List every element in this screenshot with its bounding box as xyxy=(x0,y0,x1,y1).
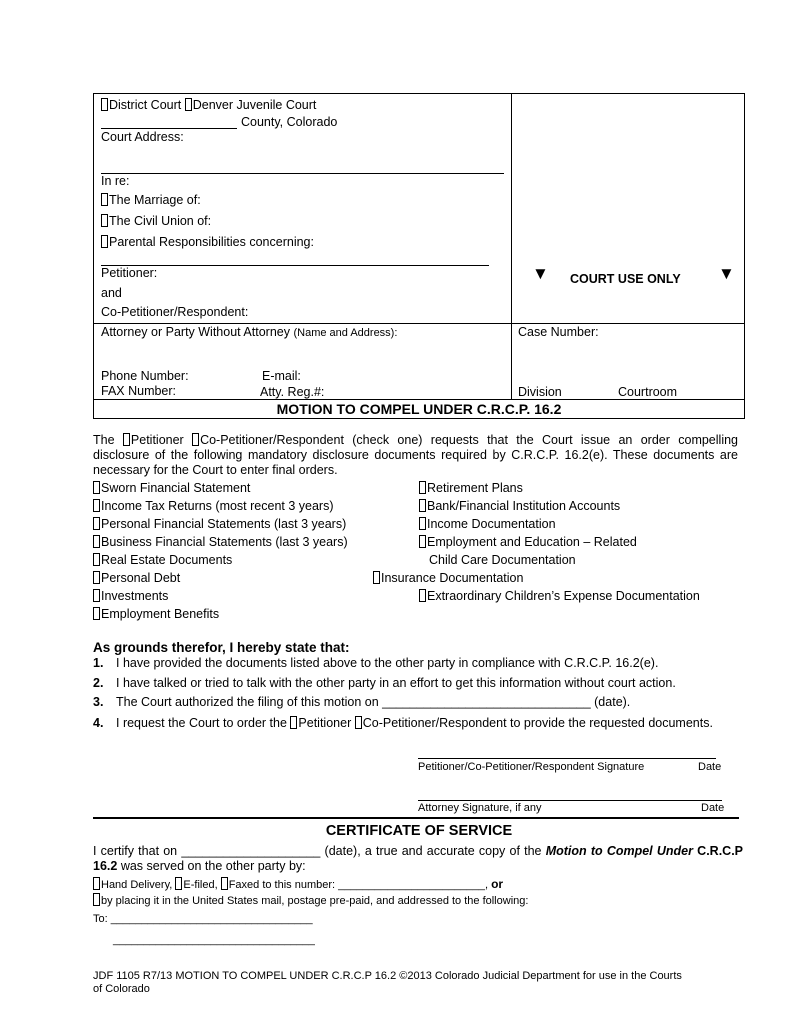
employment-benefits-label: Employment Benefits xyxy=(101,607,220,621)
faxed-label: Faxed to this number: ________________________, xyxy=(228,879,489,891)
doc-real-estate xyxy=(93,553,232,567)
courtroom-label: Courtroom xyxy=(618,385,678,399)
grounds-text: I have talked or tried to talk with the other party in an effort to get this information without court action. xyxy=(116,676,676,690)
date-label: Date xyxy=(698,761,722,773)
attorney-signature-label: Attorney Signature, if any xyxy=(418,802,542,814)
petitioner-label: Petitioner: xyxy=(101,266,158,280)
faxed-checkbox[interactable] xyxy=(221,877,228,890)
business-fin-label: Business Financial Statements (last 3 years) xyxy=(101,535,348,549)
certificate-rule: C.R.C.P 16.2 xyxy=(93,844,744,873)
phone-label: Phone Number: xyxy=(101,369,189,383)
page-title: MOTION TO COMPEL UNDER C.R.C.P. 16.2 xyxy=(276,401,562,417)
court-address-label: Court Address: xyxy=(101,130,184,144)
petitioner-signature-line[interactable] xyxy=(418,758,716,759)
footer-line-1: JDF 1105 R7/13 MOTION TO COMPEL UNDER C.R.C.P 16.2 ©2013 Colorado Judicial Department for use in the Courts xyxy=(93,970,682,982)
grounds-text: I request the Court to order the xyxy=(116,716,287,730)
retirement-checkbox[interactable] xyxy=(419,481,426,494)
intro-rest: Co-Petitioner/Respondent (check one) requests that the Court issue an order compelling disclosure of the following mandatory disclosure documents required by C.R.C.P. 16.2(e). These documents are necessary for the Court to enter final orders. xyxy=(93,433,738,477)
grounds-item-2 xyxy=(93,676,676,690)
bank-checkbox[interactable] xyxy=(419,499,426,512)
grounds-num: 3. xyxy=(93,695,104,709)
doc-extraordinary xyxy=(419,589,700,603)
business-fin-checkbox[interactable] xyxy=(93,535,100,548)
address-line[interactable]: _________________________________ xyxy=(113,934,315,946)
grounds-text: Co-Petitioner/Respondent to provide the requested documents. xyxy=(362,716,713,730)
personal-debt-checkbox[interactable] xyxy=(93,571,100,584)
order-co-petitioner-checkbox[interactable] xyxy=(355,716,362,729)
insurance-checkbox[interactable] xyxy=(373,571,380,584)
attorney-signature-line[interactable] xyxy=(418,800,722,801)
to-address-line[interactable]: To: _________________________________ xyxy=(93,913,313,925)
sworn-checkbox[interactable] xyxy=(93,481,100,494)
juvenile-court-label: Denver Juvenile Court xyxy=(192,98,317,112)
service-method-row xyxy=(93,877,503,891)
order-petitioner-checkbox[interactable] xyxy=(290,716,297,729)
mail-row xyxy=(93,893,528,907)
income-tax-label: Income Tax Returns (most recent 3 years) xyxy=(101,499,334,513)
efiled-label: E-filed, xyxy=(183,879,218,891)
marriage-checkbox[interactable] xyxy=(101,193,108,206)
parental-label: Parental Responsibilities concerning: xyxy=(109,235,314,249)
grounds-item-1 xyxy=(93,656,658,670)
order-petitioner-label: Petitioner xyxy=(298,716,352,730)
court-type-row xyxy=(101,98,316,112)
case-number-label: Case Number: xyxy=(518,325,599,339)
parental-row xyxy=(101,235,314,249)
employment-edu-label: Employment and Education – Related xyxy=(427,535,637,549)
real-estate-label: Real Estate Documents xyxy=(101,553,233,567)
civil-union-row xyxy=(101,214,211,228)
doc-investments xyxy=(93,589,168,603)
personal-debt-label: Personal Debt xyxy=(101,571,181,585)
grounds-text: The Court authorized the filing of this motion on ______________________________ (date). xyxy=(116,695,631,709)
hand-delivery-label: Hand Delivery, xyxy=(101,879,173,891)
extraordinary-label: Extraordinary Children’s Expense Documentation xyxy=(427,589,700,603)
and-label: and xyxy=(101,286,122,300)
marriage-row xyxy=(101,193,201,207)
co-petitioner-label: Co-Petitioner/Respondent: xyxy=(101,305,249,319)
doc-business-fin xyxy=(93,535,348,549)
doc-personal-debt xyxy=(93,571,180,585)
atty-reg-label: Atty. Reg.#: xyxy=(260,385,325,399)
doc-personal-fin xyxy=(93,517,346,531)
intro-the: The xyxy=(93,433,115,447)
district-court-checkbox[interactable] xyxy=(101,98,108,111)
income-doc-label: Income Documentation xyxy=(427,517,556,531)
intro-co-petitioner-checkbox[interactable] xyxy=(192,433,199,446)
certificate-doc-title: Motion to Compel Under xyxy=(545,844,693,858)
division-label: Division xyxy=(518,385,562,399)
marriage-label: The Marriage of: xyxy=(109,193,201,207)
court-use-only-label: COURT USE ONLY xyxy=(570,272,681,286)
grounds-heading: As grounds therefor, I hereby state that: xyxy=(93,640,350,655)
doc-sworn xyxy=(93,481,250,495)
efiled-checkbox[interactable] xyxy=(175,877,182,890)
sworn-label: Sworn Financial Statement xyxy=(101,481,251,495)
in-re-label: In re: xyxy=(101,174,130,188)
hand-delivery-checkbox[interactable] xyxy=(93,877,100,890)
certificate-heading: CERTIFICATE OF SERVICE xyxy=(325,823,513,839)
employment-edu-checkbox[interactable] xyxy=(419,535,426,548)
district-court-label: District Court xyxy=(109,98,182,112)
attorney-sub-label: (Name and Address): xyxy=(293,327,398,339)
footer-line-2: of Colorado xyxy=(93,983,150,995)
grounds-num: 2. xyxy=(93,676,104,690)
personal-fin-checkbox[interactable] xyxy=(93,517,100,530)
attorney-row xyxy=(101,325,397,339)
certificate-text: was served on the other party by: xyxy=(120,859,306,873)
income-tax-checkbox[interactable] xyxy=(93,499,100,512)
intro-paragraph xyxy=(93,433,738,478)
doc-employment-benefits xyxy=(93,607,219,621)
triangle-down-icon: ▼ xyxy=(718,264,735,283)
investments-checkbox[interactable] xyxy=(93,589,100,602)
doc-insurance xyxy=(373,571,523,585)
civil-union-checkbox[interactable] xyxy=(101,214,108,227)
doc-bank xyxy=(419,499,620,513)
fax-label: FAX Number: xyxy=(101,384,177,398)
or-label: or xyxy=(491,877,504,891)
doc-income-doc xyxy=(419,517,556,531)
certificate-paragraph xyxy=(93,844,743,874)
bank-label: Bank/Financial Institution Accounts xyxy=(427,499,621,513)
doc-employment-edu xyxy=(419,535,637,549)
grounds-item-4 xyxy=(93,716,713,730)
grounds-num: 4. xyxy=(93,716,104,730)
date-label: Date xyxy=(701,802,725,814)
extraordinary-checkbox[interactable] xyxy=(419,589,426,602)
grounds-text: I have provided the documents listed above to the other party in compliance with C.R.C.P. 16.2(e). xyxy=(116,656,659,670)
attorney-label: Attorney or Party Without Attorney xyxy=(101,325,290,339)
investments-label: Investments xyxy=(101,589,169,603)
doc-income-tax xyxy=(93,499,334,513)
civil-union-label: The Civil Union of: xyxy=(109,214,212,228)
retirement-label: Retirement Plans xyxy=(427,481,523,495)
intro-petitioner-checkbox[interactable] xyxy=(123,433,130,446)
income-doc-checkbox[interactable] xyxy=(419,517,426,530)
email-label: E-mail: xyxy=(262,369,301,383)
grounds-item-3 xyxy=(93,695,630,709)
personal-fin-label: Personal Financial Statements (last 3 years) xyxy=(101,517,347,531)
section-divider xyxy=(93,817,739,819)
certificate-text: I certify that on ____________________ (date), a true and accurate copy of the xyxy=(93,844,542,858)
petitioner-signature-label: Petitioner/Co-Petitioner/Respondent Signature xyxy=(418,761,645,773)
real-estate-checkbox[interactable] xyxy=(93,553,100,566)
child-care-label: Child Care Documentation xyxy=(429,553,576,567)
grounds-num: 1. xyxy=(93,656,104,670)
employment-benefits-checkbox[interactable] xyxy=(93,607,100,620)
mail-checkbox[interactable] xyxy=(93,893,100,906)
parental-checkbox[interactable] xyxy=(101,235,108,248)
mail-label: by placing it in the United States mail, postage pre-paid, and addressed to the following: xyxy=(101,895,529,907)
county-label: County, Colorado xyxy=(241,115,338,129)
triangle-down-icon: ▼ xyxy=(532,264,549,283)
intro-petitioner-label: Petitioner xyxy=(130,433,184,447)
insurance-label: Insurance Documentation xyxy=(381,571,524,585)
juvenile-court-checkbox[interactable] xyxy=(185,98,192,111)
doc-retirement xyxy=(419,481,523,495)
